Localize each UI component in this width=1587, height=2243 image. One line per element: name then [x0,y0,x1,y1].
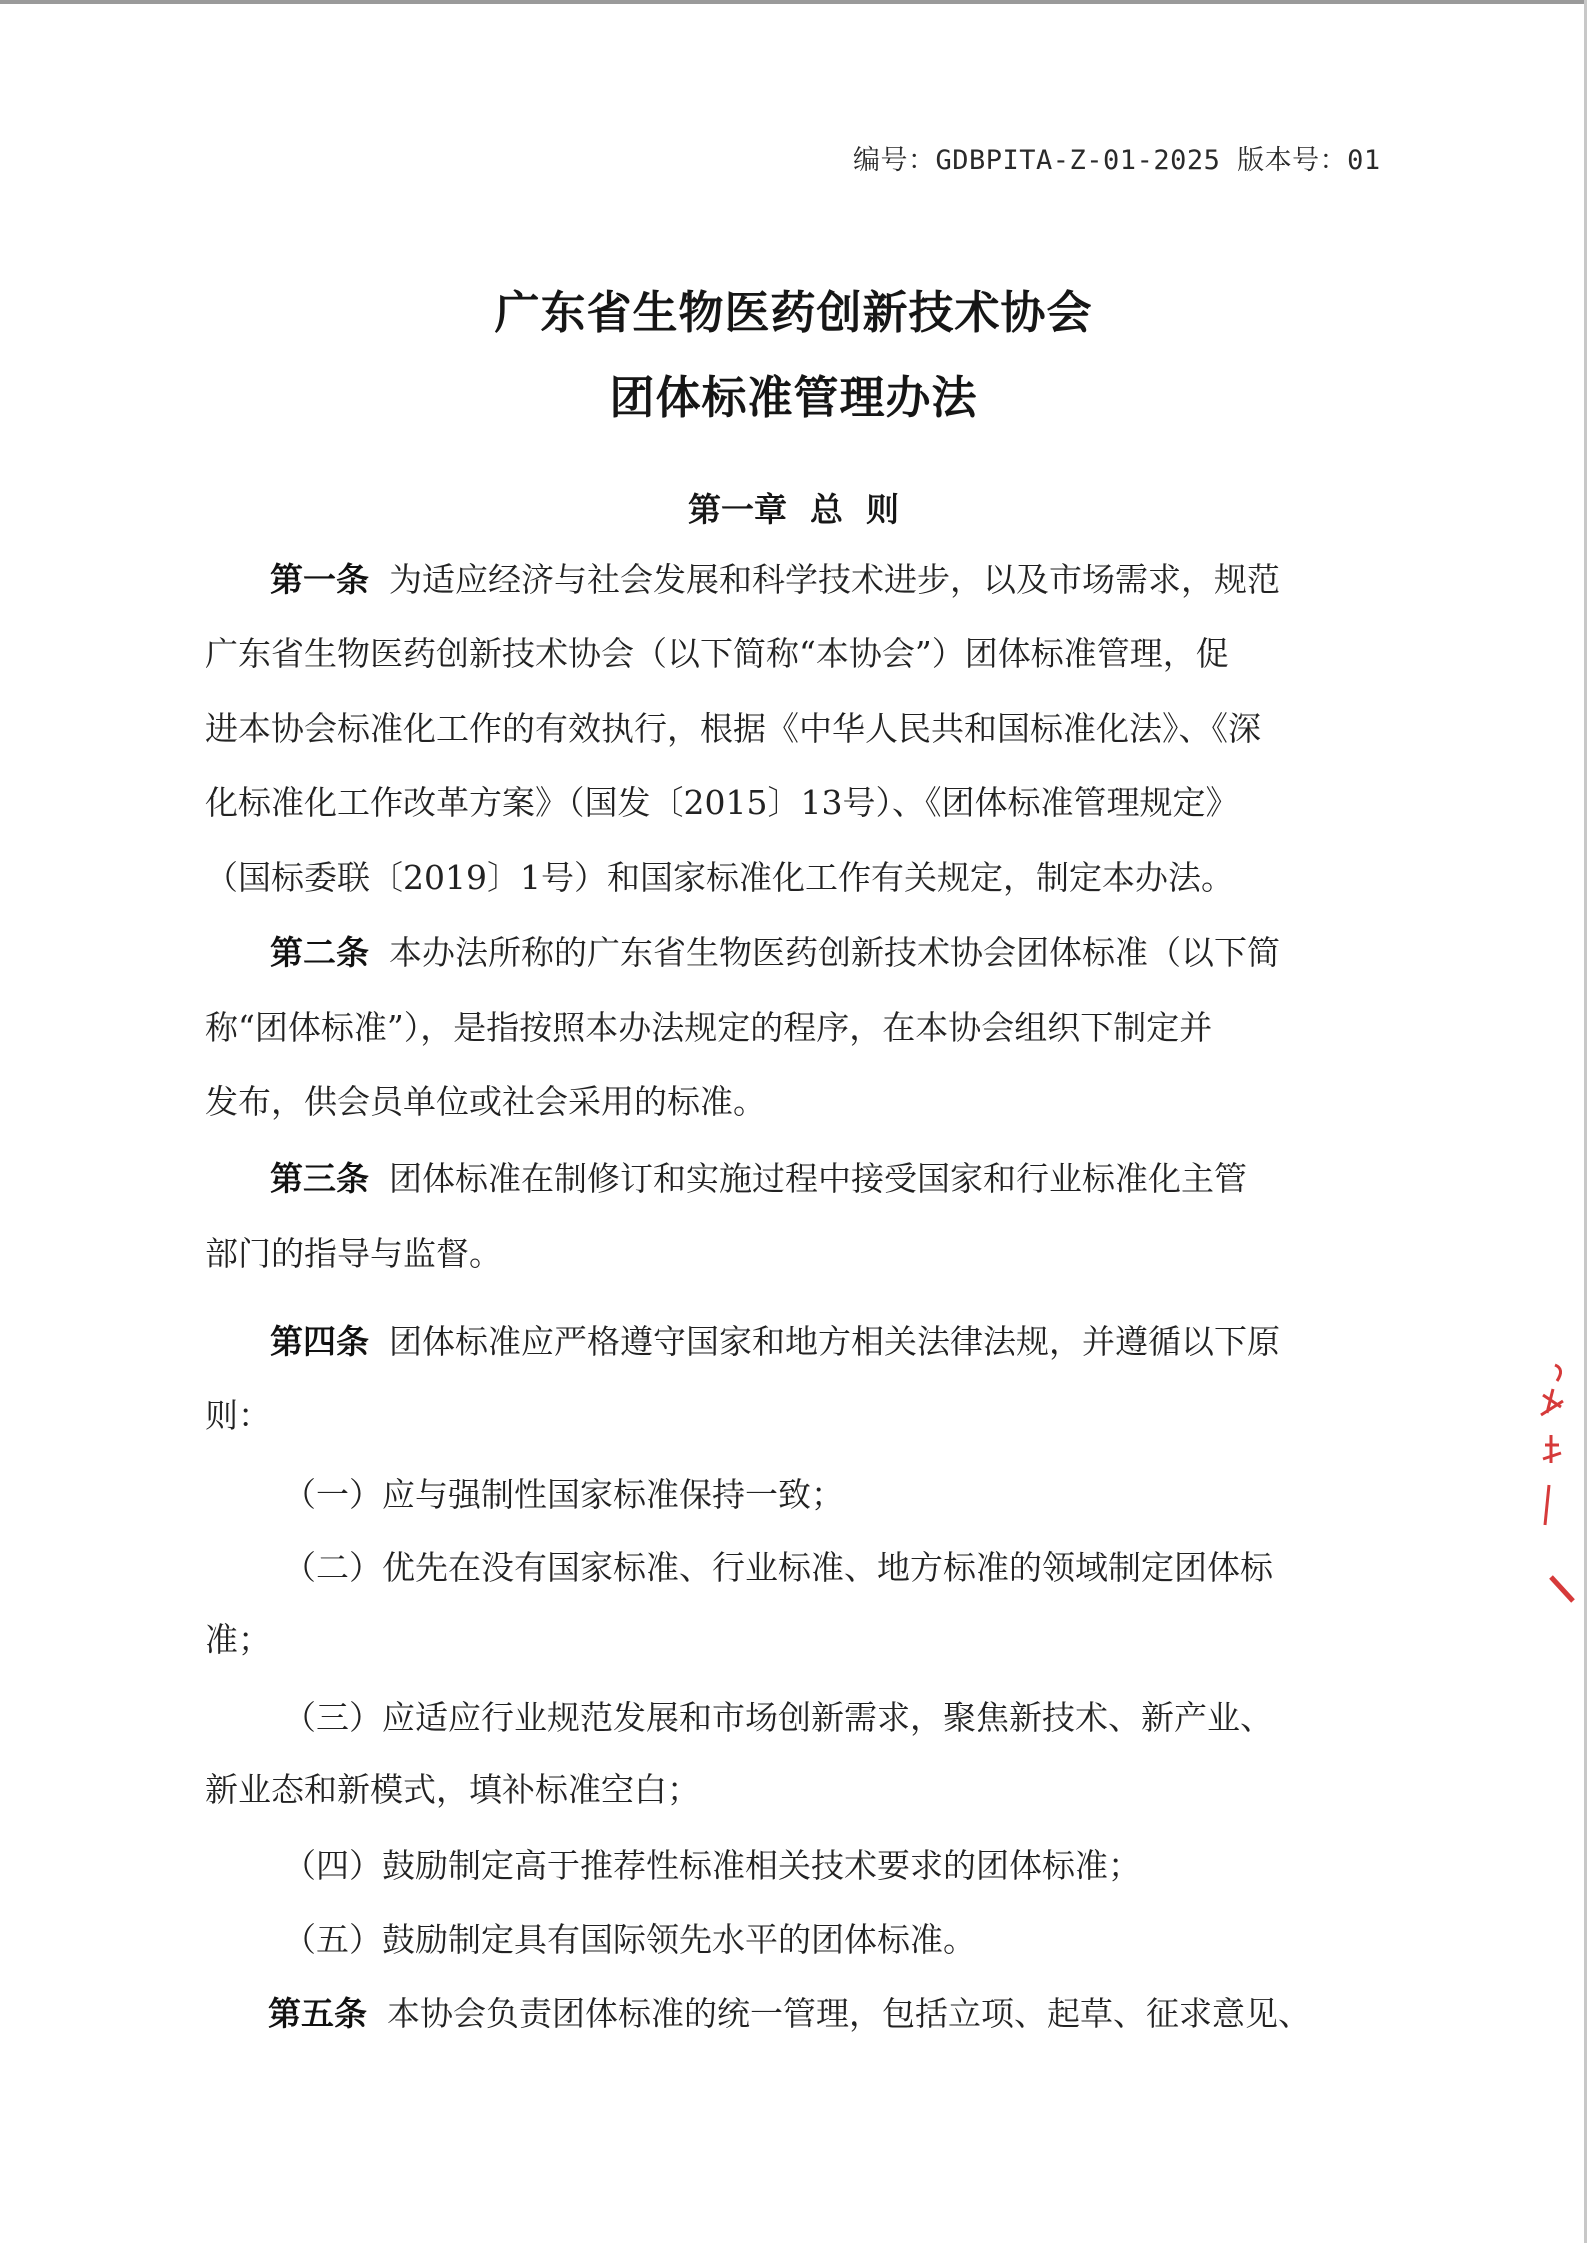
article-1-line-1: 第一条 为适应经济与社会发展和科学技术进步，以及市场需求，规范 [270,560,1280,599]
article-label: 第四条 [270,1322,369,1361]
article-1-line-2: 广东省生物医药创新技术协会（以下简称“本协会”）团体标准管理，促 [205,634,1229,673]
article-1-line-3: 进本协会标准化工作的有效执行，根据《中华人民共和国标准化法》、《深 [205,709,1261,748]
principle-4: （四）鼓励制定高于推荐性标准相关技术要求的团体标准； [283,1846,1141,1885]
chapter-heading: 第一章 总 则 [688,490,899,529]
document-title-line-2: 团体标准管理办法 [609,371,978,424]
principle-1: （一）应与强制性国家标准保持一致； [283,1475,844,1514]
article-label: 第五条 [268,1994,367,2033]
article-4-line-2: 则： [205,1396,271,1435]
article-label: 第三条 [270,1159,369,1198]
document-number: 编号：GDBPITA-Z-01-2025 版本号：01 [853,145,1381,176]
principle-3-line-1: （三）应适应行业规范发展和市场创新需求，聚焦新技术、新产业、 [283,1698,1273,1737]
article-label: 第二条 [270,933,369,972]
article-label: 第一条 [270,560,369,599]
article-5-line-1: 第五条 本协会负责团体标准的统一管理，包括立项、起草、征求意见、 [268,1994,1311,2033]
article-1-line-4: 化标准化工作改革方案》（国发〔2015〕13号）、《团体标准管理规定》 [205,783,1239,822]
article-1-line-5: （国标委联〔2019〕1号）和国家标准化工作有关规定，制定本办法。 [205,858,1234,897]
principle-2-line-2: 准； [205,1620,271,1659]
article-2-line-2: 称“团体标准”），是指按照本办法规定的程序，在本协会组织下制定并 [205,1008,1213,1047]
principle-5: （五）鼓励制定具有国际领先水平的团体标准。 [283,1920,976,1959]
scan-top-edge [0,0,1587,4]
article-2-line-1: 第二条 本办法所称的广东省生物医药创新技术协会团体标准（以下简 [270,933,1280,972]
article-3-line-1: 第三条 团体标准在制修订和实施过程中接受国家和行业标准化主管 [270,1159,1247,1198]
principle-2-line-1: （二）优先在没有国家标准、行业标准、地方标准的领域制定团体标 [283,1548,1273,1587]
principle-3-line-2: 新业态和新模式，填补标准空白； [205,1770,700,1809]
article-4-line-1: 第四条 团体标准应严格遵守国家和地方相关法律法规，并遵循以下原 [270,1322,1280,1361]
red-seal-fragment [1525,1355,1580,1655]
article-2-line-3: 发布，供会员单位或社会采用的标准。 [205,1082,766,1121]
document-title-line-1: 广东省生物医药创新技术协会 [494,286,1093,339]
article-3-line-2: 部门的指导与监督。 [205,1234,502,1273]
